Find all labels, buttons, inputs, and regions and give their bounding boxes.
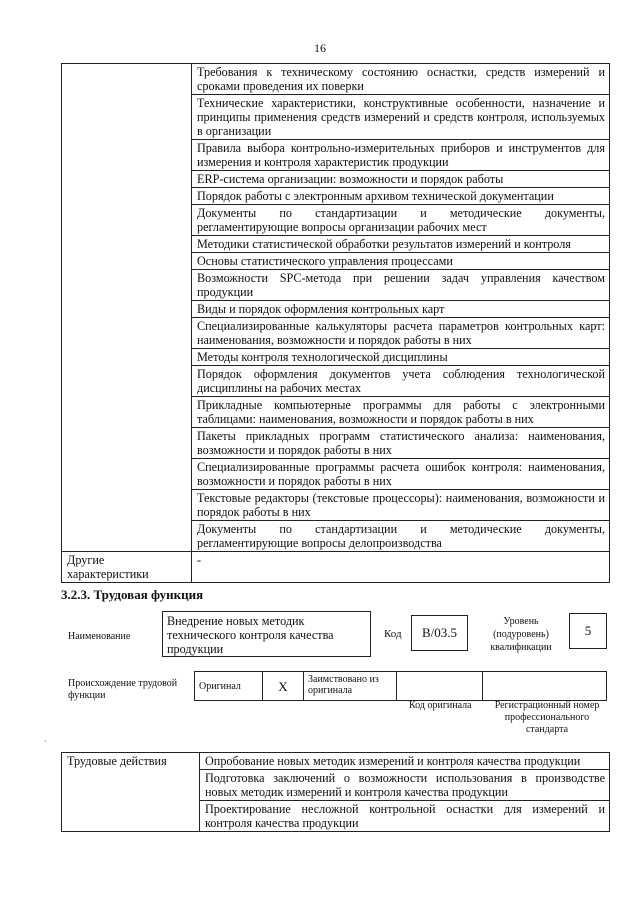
- other-characteristics-row: [62, 552, 610, 583]
- origin-label: Происхождение трудовой функции: [68, 678, 178, 701]
- knowledge-item: Правила выбора контрольно-измерительных приборов и инструментов для измерения и контроля характеристик продукции: [192, 140, 610, 171]
- labor-action-row: [62, 753, 610, 770]
- borrowed-label: Заимствовано из оригинала: [304, 672, 397, 700]
- knowledge-item: Основы статистического управления процессами: [192, 253, 610, 270]
- knowledge-item: Прикладные компьютерные программы для работы с электронными таблицами: наименования, возможности и порядок работы в них: [192, 397, 610, 428]
- knowledge-item: Документы по стандартизации и методические документы, регламентирующие вопросы организации рабочих мест: [192, 205, 610, 236]
- qualification-level-label: Уровень (подуровень) квалификации: [490, 616, 552, 653]
- page-number: 16: [314, 41, 326, 55]
- original-code-cell: [397, 672, 483, 700]
- knowledge-item: Порядок оформления документов учета соблюдения технологической дисциплины на рабочих местах: [192, 366, 610, 397]
- original-code-label: Код оригинала: [409, 700, 472, 711]
- origin-row: [194, 671, 607, 701]
- knowledge-item: Пакеты прикладных программ статистического анализа: наименования, возможности и порядок работы в них: [192, 428, 610, 459]
- knowledge-table: [61, 63, 610, 583]
- reg-number-label: Регистрационный номер профессионального стандарта: [494, 700, 600, 735]
- name-label: Наименование: [68, 631, 131, 642]
- original-label: Оригинал: [195, 672, 263, 700]
- code-label: Код: [384, 628, 402, 640]
- labor-action-item: Проектирование несложной контрольной оснастки для измерений и контроля качества продукции: [200, 801, 610, 832]
- labor-actions-label: Трудовые действия: [62, 753, 200, 832]
- knowledge-item: Технические характеристики, конструктивные особенности, назначение и принципы применения средств измерений и средств контроля, используемых в организации: [192, 95, 610, 140]
- knowledge-item: Методики статистической обработки результатов измерений и контроля: [192, 236, 610, 253]
- labor-actions-table: [61, 752, 610, 832]
- knowledge-item: Документы по стандартизации и методические документы, регламентирующие вопросы делопроизводства: [192, 521, 610, 552]
- knowledge-item: Методы контроля технологической дисциплины: [192, 349, 610, 366]
- knowledge-item: Специализированные калькуляторы расчета параметров контрольных карт: наименования, возможности и порядок работы в них: [192, 318, 610, 349]
- knowledge-item: Требования к техническому состоянию оснастки, средств измерений и сроками проведения их поверки: [192, 64, 610, 95]
- original-mark: X: [263, 672, 304, 700]
- reg-number-cell: [483, 672, 607, 700]
- knowledge-item: Виды и порядок оформления контрольных карт: [192, 301, 610, 318]
- function-code-box: B/03.5: [411, 615, 468, 651]
- margin-mark: `: [44, 739, 47, 749]
- section-title: 3.2.3. Трудовая функция: [61, 587, 204, 602]
- other-characteristics-value: -: [192, 552, 610, 583]
- function-name-box: Внедрение новых методик технического контроля качества продукции: [162, 611, 371, 657]
- knowledge-item: Возможности SPC-метода при решении задач управления качеством продукции: [192, 270, 610, 301]
- qualification-level-box: 5: [569, 613, 607, 649]
- knowledge-item: ERP-система организации: возможности и порядок работы: [192, 171, 610, 188]
- knowledge-label-cell: [62, 64, 192, 552]
- other-characteristics-label: Другие характеристики: [62, 552, 192, 583]
- knowledge-row: [62, 64, 610, 95]
- knowledge-item: Порядок работы с электронным архивом технической документации: [192, 188, 610, 205]
- labor-action-item: Подготовка заключений о возможности использования в производстве новых методик измерений и контроля качества продукции: [200, 770, 610, 801]
- labor-action-item: Опробование новых методик измерений и контроля качества продукции: [200, 753, 610, 770]
- knowledge-item: Специализированные программы расчета ошибок контроля: наименования, возможности и порядок работы в них: [192, 459, 610, 490]
- knowledge-item: Текстовые редакторы (текстовые процессоры): наименования, возможности и порядок работы в них: [192, 490, 610, 521]
